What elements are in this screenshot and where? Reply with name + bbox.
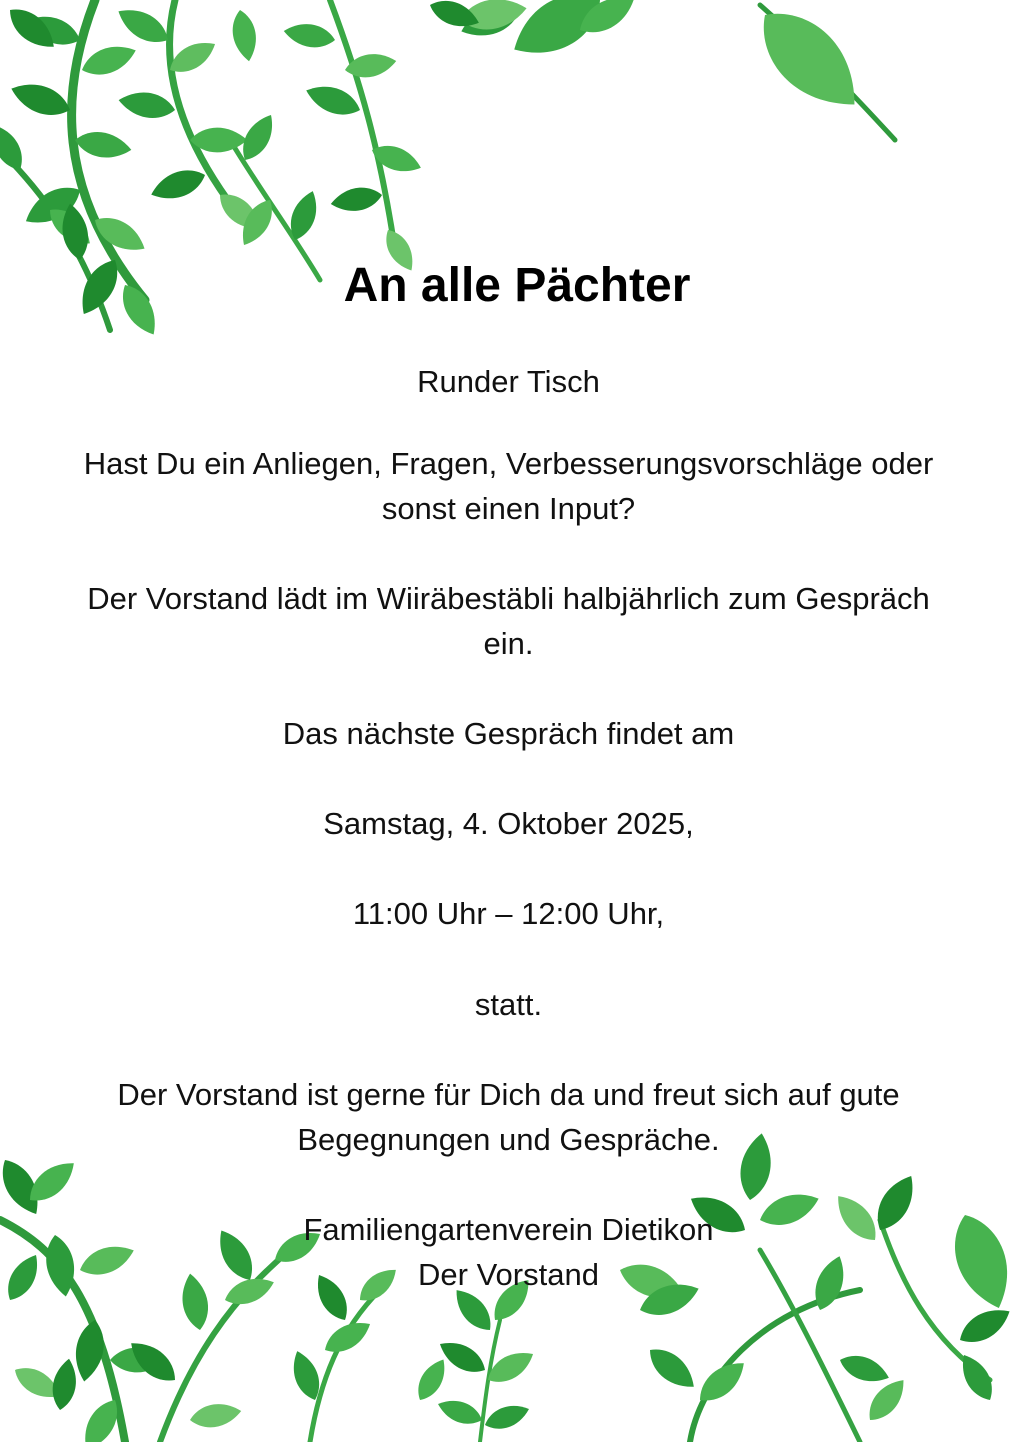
bottom-center-leaves-icon	[411, 1273, 538, 1442]
meeting-date: Samstag, 4. Oktober 2025,	[323, 806, 694, 841]
question-line-2: sonst einen Input?	[381, 491, 636, 526]
top-right-leaves-icon	[426, 0, 895, 140]
signature-board: Der Vorstand	[418, 1257, 599, 1292]
closing-line-2: Begegnungen und Gespräche.	[297, 1122, 720, 1157]
invite-line-1: Der Vorstand lädt im Wiiräbestäbli halbjährlich zum Gespräch	[87, 581, 930, 616]
meeting-time: 11:00 Uhr – 12:00 Uhr,	[352, 896, 665, 931]
page-title: An alle Pächter	[343, 259, 691, 312]
closing-line-1: Der Vorstand ist gerne für Dich da und freut sich auf gute	[117, 1077, 900, 1112]
bottom-left-vines-icon	[0, 1153, 402, 1442]
question-line-1: Hast Du ein Anliegen, Fragen, Verbesserungsvorschläge oder	[83, 446, 934, 481]
signature-organization: Familiengartenverein Dietikon	[303, 1212, 714, 1247]
subtitle: Runder Tisch	[417, 364, 600, 399]
invite-line-2: ein.	[483, 626, 534, 661]
next-meeting-text: Das nächste Gespräch findet am	[282, 716, 735, 751]
statt-text: statt.	[474, 987, 543, 1022]
